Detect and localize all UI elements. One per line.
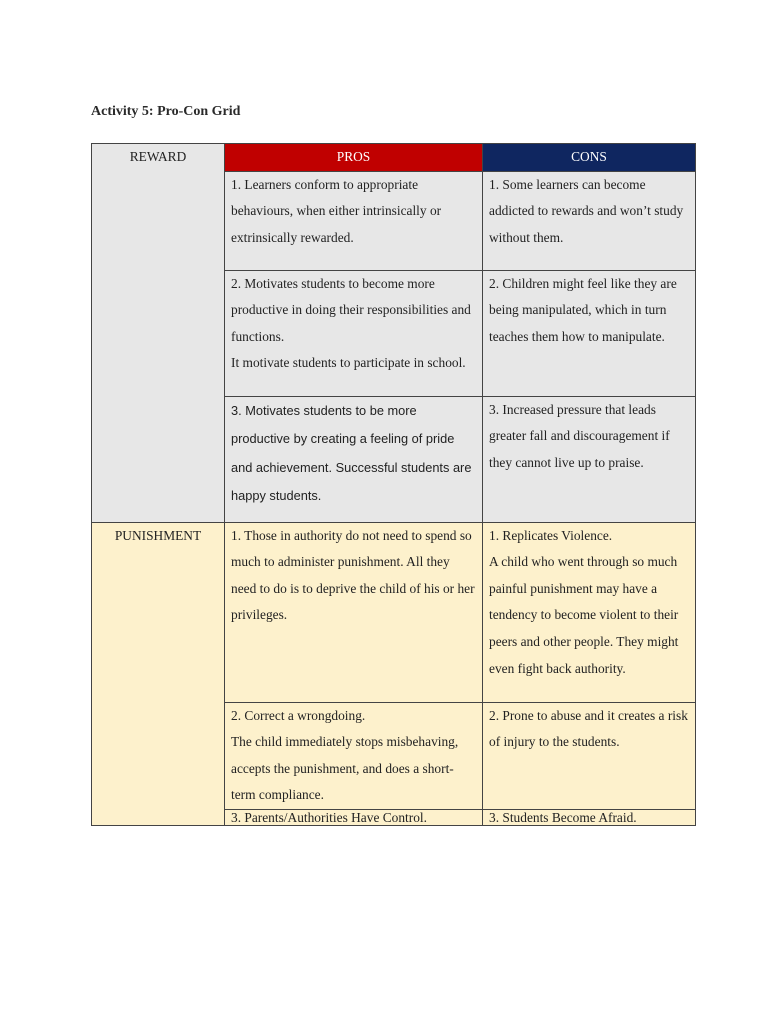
header-row bbox=[92, 144, 696, 172]
reward-pro-3: 3. Motivates students to be more productive by creating a feeling of pride and achievement. Successful students are happy students. bbox=[225, 396, 483, 522]
reward-con-1: 1. Some learners can become addicted to rewards and won’t study without them. bbox=[483, 171, 696, 270]
page-title: Activity 5: Pro-Con Grid bbox=[91, 104, 241, 119]
punishment-row-1 bbox=[92, 522, 696, 702]
reward-con-3: 3. Increased pressure that leads greater fall and discouragement if they cannot live up to praise. bbox=[483, 396, 696, 522]
punishment-pro-1: 1. Those in authority do not need to spend so much to administer punishment. All they need to do is to deprive the child of his or her privileges. bbox=[225, 522, 483, 702]
punishment-pro-2: 2. Correct a wrongdoing. The child immediately stops misbehaving, accepts the punishment, and does a short-term compliance. bbox=[225, 702, 483, 809]
punishment-label-cell bbox=[92, 522, 225, 825]
pro-con-grid bbox=[91, 143, 696, 826]
pros-header: PROS bbox=[225, 144, 483, 172]
punishment-con-2: 2. Prone to abuse and it creates a risk of injury to the students. bbox=[483, 702, 696, 809]
reward-pro-1: 1. Learners conform to appropriate behaviours, when either intrinsically or extrinsically rewarded. bbox=[225, 171, 483, 270]
punishment-con-1: 1. Replicates Violence. A child who went through so much painful punishment may have a tendency to become violent to their peers and other people. They might even fight back authority. bbox=[483, 522, 696, 702]
punishment-pro-3: 3. Parents/Authorities Have Control. bbox=[225, 809, 483, 825]
reward-label: REWARD bbox=[129, 149, 187, 164]
reward-con-2: 2. Children might feel like they are being manipulated, which in turn teaches them how to manipulate. bbox=[483, 270, 696, 396]
punishment-con-3: 3. Students Become Afraid. bbox=[483, 809, 696, 825]
cons-header: CONS bbox=[483, 144, 696, 172]
reward-pro-2: 2. Motivates students to become more productive in doing their responsibilities and functions. It motivate students to participate in school. bbox=[225, 270, 483, 396]
punishment-label: PUNISHMENT bbox=[114, 527, 202, 543]
reward-label-cell bbox=[92, 144, 225, 523]
